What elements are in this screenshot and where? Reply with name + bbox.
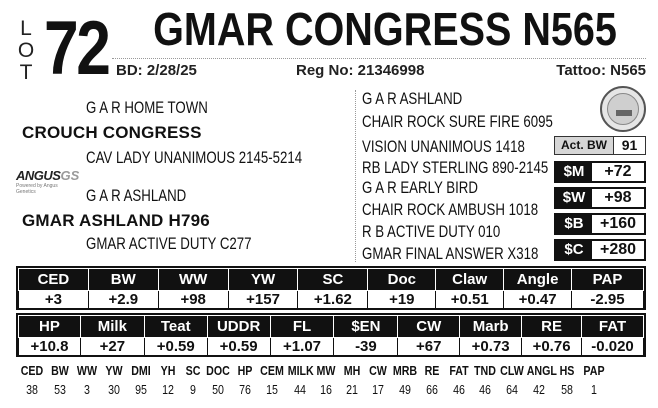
percentile-value: 15	[266, 382, 278, 397]
percentile-value: 21	[346, 382, 358, 397]
percentile-value: 17	[372, 382, 384, 397]
registration-number: Reg No: 21346998	[296, 62, 425, 79]
percentile-value: 30	[108, 382, 120, 397]
epd-value: +0.76	[522, 338, 582, 356]
dollar-index-label: $M	[556, 163, 592, 181]
pedigree-right-item: G A R ASHLAND	[362, 89, 463, 108]
percentile-header: MH	[343, 363, 361, 378]
epd-value: -39	[334, 338, 398, 356]
percentile-value: 1	[591, 382, 597, 397]
dollar-index-w	[554, 187, 646, 209]
epd-table-1	[16, 266, 646, 310]
percentile-value: 53	[54, 382, 66, 397]
percentile-header: MW	[316, 363, 336, 378]
percentile-header: YH	[160, 363, 176, 378]
epd-header: YW	[228, 269, 298, 291]
percentile-header: YW	[105, 363, 123, 378]
actual-bw-value: 91	[613, 137, 645, 154]
lot-number: 72	[44, 6, 109, 91]
dollar-index-label: $W	[556, 189, 592, 207]
actual-birth-weight	[554, 136, 646, 155]
epd-header: $EN	[334, 316, 398, 338]
dollar-index-value: +280	[592, 241, 644, 259]
epd-value: +1.62	[298, 291, 368, 309]
lot-letter: T	[19, 61, 33, 84]
pedigree-sire-sire: G A R HOME TOWN	[86, 98, 208, 117]
percentile-header: SC	[185, 363, 201, 378]
epd-header: Milk	[80, 316, 144, 338]
percentile-value: 50	[212, 382, 224, 397]
pedigree-sire: CROUCH CONGRESS	[22, 123, 202, 142]
percentile-value: 46	[453, 382, 465, 397]
percentile-header: DMI	[131, 363, 151, 378]
lot-letter: L	[20, 17, 32, 40]
percentile-header: FAT	[449, 363, 469, 378]
epd-value: +19	[368, 291, 436, 309]
epd-header: FAT	[582, 316, 644, 338]
percentile-header: BW	[51, 363, 69, 378]
percentile-header: ANGL	[526, 363, 557, 378]
epd-header: RE	[522, 316, 582, 338]
epd-value: +98	[158, 291, 228, 309]
epd-header: Angle	[504, 269, 572, 291]
epd-header: CW	[398, 316, 460, 338]
epd-value: +27	[80, 338, 144, 356]
epd-header: Claw	[436, 269, 504, 291]
dollar-index-value: +98	[592, 189, 644, 207]
percentile-header: MILK	[287, 363, 314, 378]
percentile-header: CEM	[260, 363, 284, 378]
pedigree-right-item: CHAIR ROCK SURE FIRE 6095	[362, 112, 553, 131]
percentile-header: HS	[559, 363, 575, 378]
epd-value: +0.51	[436, 291, 504, 309]
percentile-value: 38	[26, 382, 38, 397]
pedigree-dam-dam: GMAR ACTIVE DUTY C277	[86, 234, 252, 253]
dollar-index-c	[554, 239, 646, 261]
epd-value: -2.95	[572, 291, 644, 309]
epd-header: PAP	[572, 269, 644, 291]
percentile-header: DOC	[206, 363, 230, 378]
epd-header: FL	[270, 316, 334, 338]
epd-value: +157	[228, 291, 298, 309]
percentile-header: RE	[424, 363, 440, 378]
percentile-header: WW	[76, 363, 98, 378]
epd-table-2	[16, 313, 646, 357]
percentile-ranks	[16, 361, 648, 399]
epd-value: +67	[398, 338, 460, 356]
percentile-header: HP	[237, 363, 253, 378]
percentile-value: 44	[294, 382, 306, 397]
percentile-header: CW	[369, 363, 387, 378]
epd-value: +0.73	[460, 338, 522, 356]
epd-value: +0.59	[207, 338, 270, 356]
epd-header: WW	[158, 269, 228, 291]
tattoo: Tattoo: N565	[556, 62, 646, 79]
pedigree-right-item: RB LADY STERLING 890-2145	[362, 158, 549, 177]
pedigree-sire-dam: CAV LADY UNANIMOUS 2145-5214	[86, 148, 303, 167]
percentile-header: TND	[474, 363, 496, 378]
percentile-value-row	[16, 380, 648, 399]
epd-header: Teat	[144, 316, 207, 338]
pedigree-right-item: G A R EARLY BIRD	[362, 178, 478, 197]
dollar-index-value: +160	[592, 215, 644, 233]
epd-header: BW	[88, 269, 158, 291]
dollar-index-label: $B	[556, 215, 592, 233]
dollar-index-value: +72	[592, 163, 644, 181]
epd-value: +0.47	[504, 291, 572, 309]
angus-gs-logo: ANGUSGS Powered by Angus Genetics	[16, 168, 80, 195]
animal-name: GMAR CONGRESS N565	[153, 3, 617, 55]
epd-value: +2.9	[88, 291, 158, 309]
percentile-value: 95	[135, 382, 147, 397]
percentile-value: 76	[239, 382, 251, 397]
birth-date: BD: 2/28/25	[116, 62, 197, 79]
epd-header: UDDR	[207, 316, 270, 338]
pedigree-dam-sire: G A R ASHLAND	[86, 186, 187, 205]
lot-label	[16, 18, 36, 84]
actual-bw-label: Act. BW	[555, 137, 613, 154]
epd-value: -0.020	[582, 338, 644, 356]
percentile-value: 66	[426, 382, 438, 397]
dollar-index-m	[554, 161, 646, 183]
pedigree-right-item: VISION UNANIMOUS 1418	[362, 137, 525, 156]
percentile-value: 3	[84, 382, 90, 397]
pedigree-right-item: R B ACTIVE DUTY 010	[362, 222, 501, 241]
epd-header: HP	[19, 316, 81, 338]
dollar-index-label: $C	[556, 241, 592, 259]
percentile-header: CED	[20, 363, 44, 378]
pedigree-right-item: CHAIR ROCK AMBUSH 1018	[362, 200, 539, 219]
epd-value: +0.59	[144, 338, 207, 356]
percentile-value: 42	[533, 382, 545, 397]
epd-value: +10.8	[19, 338, 81, 356]
epd-value: +1.07	[270, 338, 334, 356]
epd-header: Marb	[460, 316, 522, 338]
epd-value: +3	[19, 291, 89, 309]
percentile-value: 49	[399, 382, 411, 397]
percentile-header-row	[16, 361, 648, 380]
pedigree-dam: GMAR ASHLAND H796	[22, 211, 210, 230]
percentile-value: 64	[506, 382, 518, 397]
epd-header: SC	[298, 269, 368, 291]
epd-header: CED	[19, 269, 89, 291]
epd-header: Doc	[368, 269, 436, 291]
percentile-header: MRB	[392, 363, 418, 378]
percentile-value: 9	[190, 382, 196, 397]
dollar-index-b	[554, 213, 646, 235]
percentile-header: CLW	[500, 363, 524, 378]
percentile-value: 16	[320, 382, 332, 397]
percentile-header: PAP	[583, 363, 605, 378]
percentile-value: 12	[162, 382, 174, 397]
percentile-value: 46	[479, 382, 491, 397]
pedigree-right-item: GMAR FINAL ANSWER X318	[362, 244, 539, 263]
association-seal-icon	[600, 86, 646, 132]
id-bar	[112, 58, 646, 83]
pedigree-divider	[355, 90, 356, 262]
percentile-value: 58	[561, 382, 573, 397]
lot-letter: O	[17, 39, 35, 62]
